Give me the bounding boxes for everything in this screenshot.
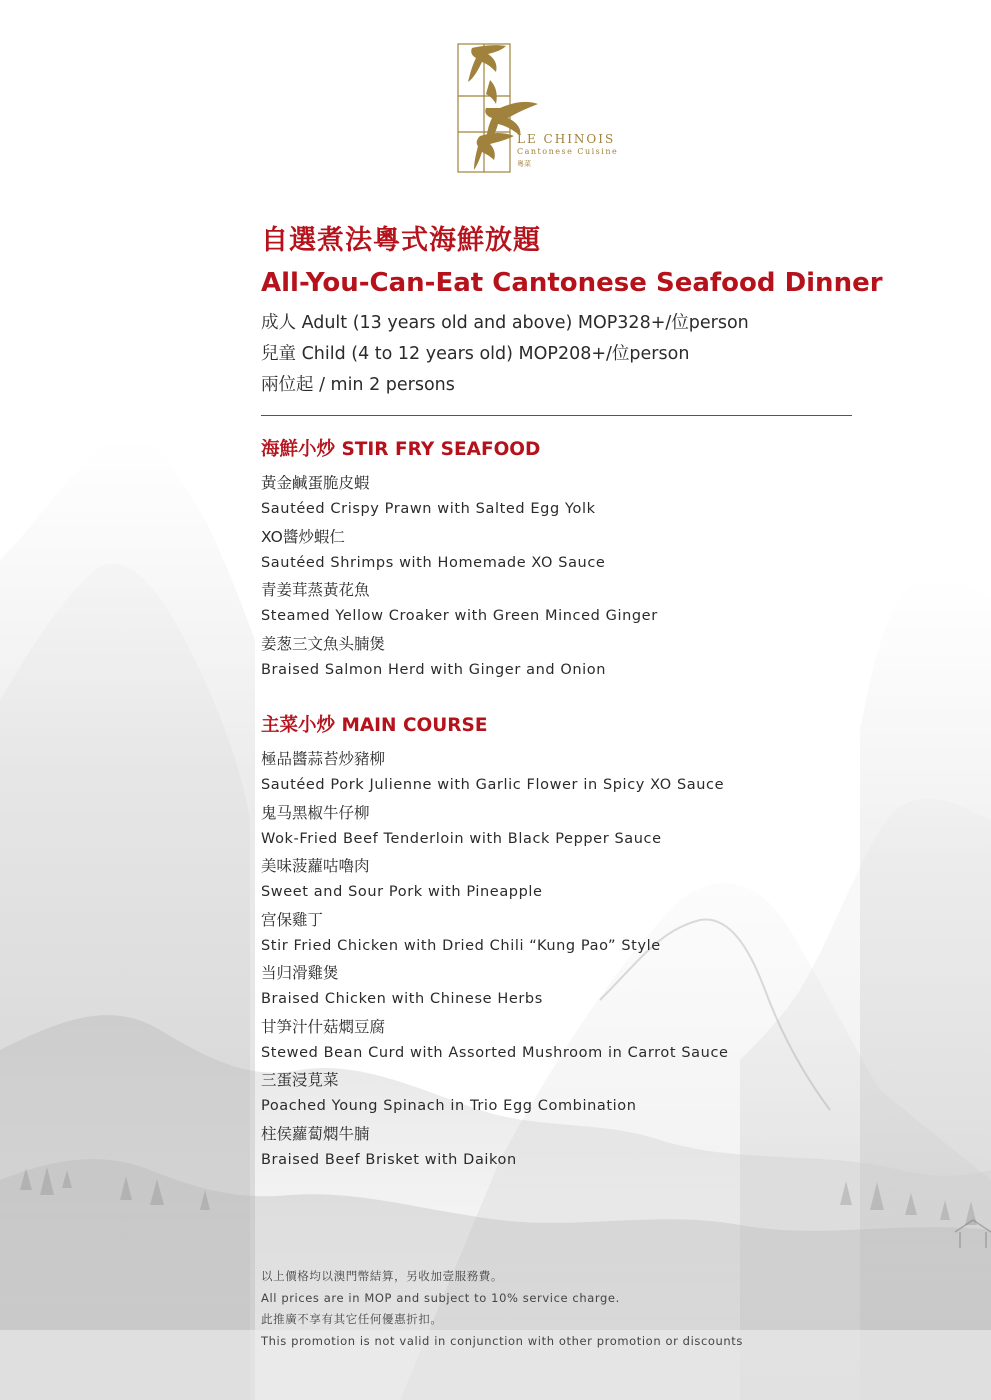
footer-note-cn: 以上價格均以澳門幣結算，另收加壹服務費。 bbox=[261, 1269, 503, 1283]
divider bbox=[261, 415, 852, 416]
dish-name-cn: 宫保雞丁 bbox=[261, 910, 324, 929]
footer-notes bbox=[261, 1266, 743, 1353]
dish-name-en: Sautéed Crispy Prawn with Salted Egg Yolk bbox=[261, 501, 596, 517]
dish-name-cn: 極品醬蒜苔炒豬柳 bbox=[261, 750, 386, 768]
minimum-persons: 兩位起 / min 2 persons bbox=[261, 375, 455, 395]
section-title-stir-fry-seafood: 海鮮小炒 STIR FRY SEAFOOD bbox=[261, 439, 541, 460]
logo-tagline: Cantonese Cuisine bbox=[517, 147, 619, 156]
menu-content bbox=[261, 222, 883, 1174]
dish-name-cn: XO醬炒蝦仁 bbox=[261, 527, 345, 546]
dish-name-en: Sautéed Pork Julienne with Garlic Flower in Spicy XO Sauce bbox=[261, 777, 725, 793]
price-child: 兒童 Child (4 to 12 years old) MOP208+/位person bbox=[261, 344, 690, 364]
dish-list-main-course bbox=[261, 746, 861, 1174]
page-title-en: All-You-Can-Eat Cantonese Seafood Dinner bbox=[261, 268, 883, 298]
dish-name-en: Sautéed Shrimps with Homemade XO Sauce bbox=[261, 554, 606, 571]
price-adult: 成人 Adult (13 years old and above) MOP328+/位person bbox=[261, 313, 749, 333]
dish-name-en: Wok-Fried Beef Tenderloin with Black Pepper Sauce bbox=[261, 830, 662, 847]
footer-note-en: This promotion is not valid in conjunction with other promotion or discounts bbox=[261, 1334, 744, 1349]
dish-name-cn: 鬼马黑椒牛仔柳 bbox=[261, 803, 370, 822]
dish-name-en: Braised Chicken with Chinese Herbs bbox=[261, 991, 543, 1007]
dish-name-en: Sweet and Sour Pork with Pineapple bbox=[261, 884, 543, 900]
dish-list-stir-fry-seafood bbox=[261, 470, 861, 684]
dish-name-en: Braised Beef Brisket with Daikon bbox=[261, 1151, 517, 1168]
dish-name-en: Stir Fried Chicken with Dried Chili “Kung Pao” Style bbox=[261, 937, 661, 954]
footer-note-en: All prices are in MOP and subject to 10% service charge. bbox=[261, 1290, 620, 1305]
dish-name-cn: 青姜茸蒸黃花魚 bbox=[261, 581, 370, 599]
dish-name-cn: 美味菠蘿咕嚕肉 bbox=[261, 857, 370, 875]
dish-name-en: Steamed Yellow Croaker with Green Minced Ginger bbox=[261, 608, 658, 624]
logo-tagline-cn: 粵菜 bbox=[517, 160, 531, 168]
dish-name-cn: 柱侯蘿蔔燜牛腩 bbox=[261, 1124, 370, 1143]
dish-name-en: Stewed Bean Curd with Assorted Mushroom in Carrot Sauce bbox=[261, 1044, 729, 1061]
dish-name-cn: 黃金鹹蛋脆皮蝦 bbox=[261, 474, 370, 492]
dish-name-en: Poached Young Spinach in Trio Egg Combination bbox=[261, 1098, 637, 1114]
dish-name-cn: 甘笋汁什菇燜豆腐 bbox=[261, 1017, 386, 1036]
dish-name-en: Braised Salmon Herd with Ginger and Onion bbox=[261, 661, 607, 678]
logo-name: LE CHINOIS bbox=[517, 132, 616, 146]
dish-name-cn: 三蛋浸莧菜 bbox=[261, 1071, 339, 1089]
logo-emblem-icon bbox=[450, 36, 620, 181]
section-title-main-course: 主菜小炒 MAIN COURSE bbox=[261, 715, 488, 736]
dish-name-cn: 当归滑雞煲 bbox=[261, 964, 339, 982]
dish-name-cn: 姜葱三文魚头腩煲 bbox=[261, 634, 386, 653]
footer-note-cn: 此推廣不享有其它任何優惠折扣。 bbox=[261, 1312, 443, 1327]
page-title-cn: 自選煮法粵式海鮮放題 bbox=[261, 225, 541, 256]
